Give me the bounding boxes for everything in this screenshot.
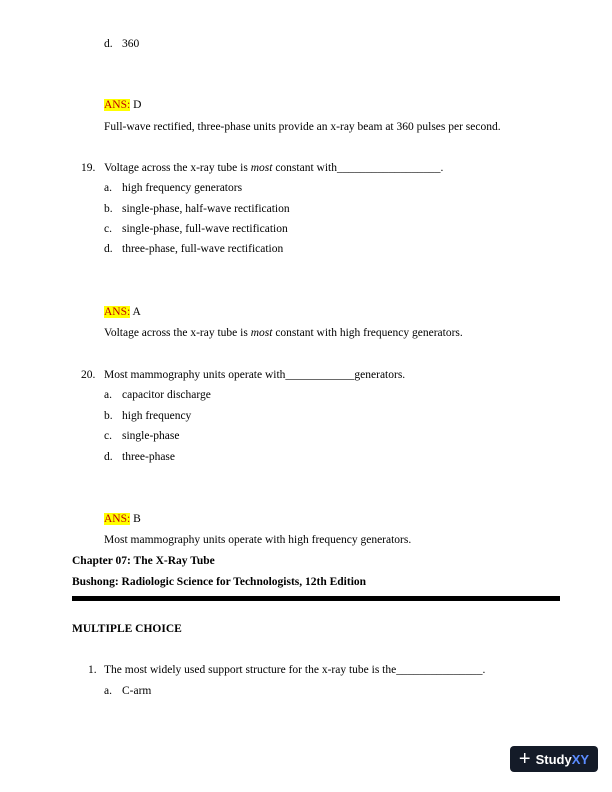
option-text: single-phase [122, 430, 180, 442]
option-text: high frequency [122, 410, 192, 422]
brand-accent: XY [571, 751, 590, 767]
ans-label: ANS: [104, 513, 131, 525]
book-title: Bushong: Radiologic Science for Technologists, 12th Edition [72, 576, 367, 588]
option-text: single-phase, full-wave rectification [122, 223, 288, 235]
q1-number: 1. [88, 664, 97, 676]
q19-option-b [104, 202, 290, 216]
option-text: single-phase, half-wave rectification [122, 203, 290, 215]
q18-rationale: Full-wave rectified, three-phase units provide an x-ray beam at 360 pulses per second. [104, 121, 501, 133]
stem-text: Voltage across the x-ray tube is [104, 162, 251, 174]
option-text: C-arm [122, 685, 152, 697]
stem-emphasis: most [250, 162, 273, 174]
ans-value: A [132, 306, 141, 318]
option-letter: d. [104, 243, 113, 255]
ans-label: ANS: [104, 99, 131, 111]
option-text: capacitor discharge [122, 389, 211, 401]
rationale-text: Voltage across the x-ray tube is [104, 327, 251, 339]
option-letter: d. [104, 38, 113, 50]
q20-rationale: Most mammography units operate with high frequency generators. [104, 534, 412, 546]
rationale-emphasis: most [250, 327, 273, 339]
q19-option-a [104, 181, 243, 195]
q20-option-a [104, 388, 211, 402]
option-letter: b. [104, 410, 113, 422]
q20-number: 20. [81, 369, 96, 381]
ans-value: D [133, 99, 142, 111]
section-heading: MULTIPLE CHOICE [72, 623, 182, 635]
q18-option-d [104, 37, 140, 51]
q19-option-d [104, 242, 284, 256]
chapter-title: Chapter 07: The X-Ray Tube [72, 555, 215, 567]
q19-answer [104, 305, 141, 319]
rationale-text: constant with high frequency generators. [272, 327, 463, 339]
ans-label: ANS: [104, 306, 131, 318]
option-text: three-phase [122, 451, 175, 463]
q20-option-b [104, 409, 192, 423]
q19-rationale [104, 326, 463, 340]
option-letter: c. [104, 223, 112, 235]
stem-text: constant with__________________. [272, 162, 444, 174]
ans-value: B [133, 513, 141, 525]
option-letter: b. [104, 203, 113, 215]
q20-stem: Most mammography units operate with____________generators. [104, 369, 406, 381]
option-text: three-phase, full-wave rectification [122, 243, 284, 255]
option-letter: a. [104, 685, 112, 697]
studyxy-badge[interactable] [510, 746, 598, 772]
option-letter: a. [104, 389, 112, 401]
option-text: high frequency generators [122, 182, 243, 194]
option-letter: d. [104, 451, 113, 463]
q20-option-d [104, 450, 175, 464]
brand-main: Study [535, 751, 572, 767]
q20-option-c [104, 429, 180, 443]
q19-number: 19. [81, 162, 96, 174]
q1-option-a [104, 684, 152, 698]
q1-stem: The most widely used support structure for the x-ray tube is the_______________. [104, 664, 486, 676]
q20-answer [104, 512, 141, 526]
q19-option-c [104, 222, 288, 236]
q18-answer [104, 98, 141, 112]
q19-stem [104, 161, 443, 175]
plus-icon: + [518, 748, 531, 770]
option-text: 360 [122, 38, 140, 50]
option-letter: a. [104, 182, 112, 194]
option-letter: c. [104, 430, 112, 442]
section-divider [72, 596, 560, 601]
